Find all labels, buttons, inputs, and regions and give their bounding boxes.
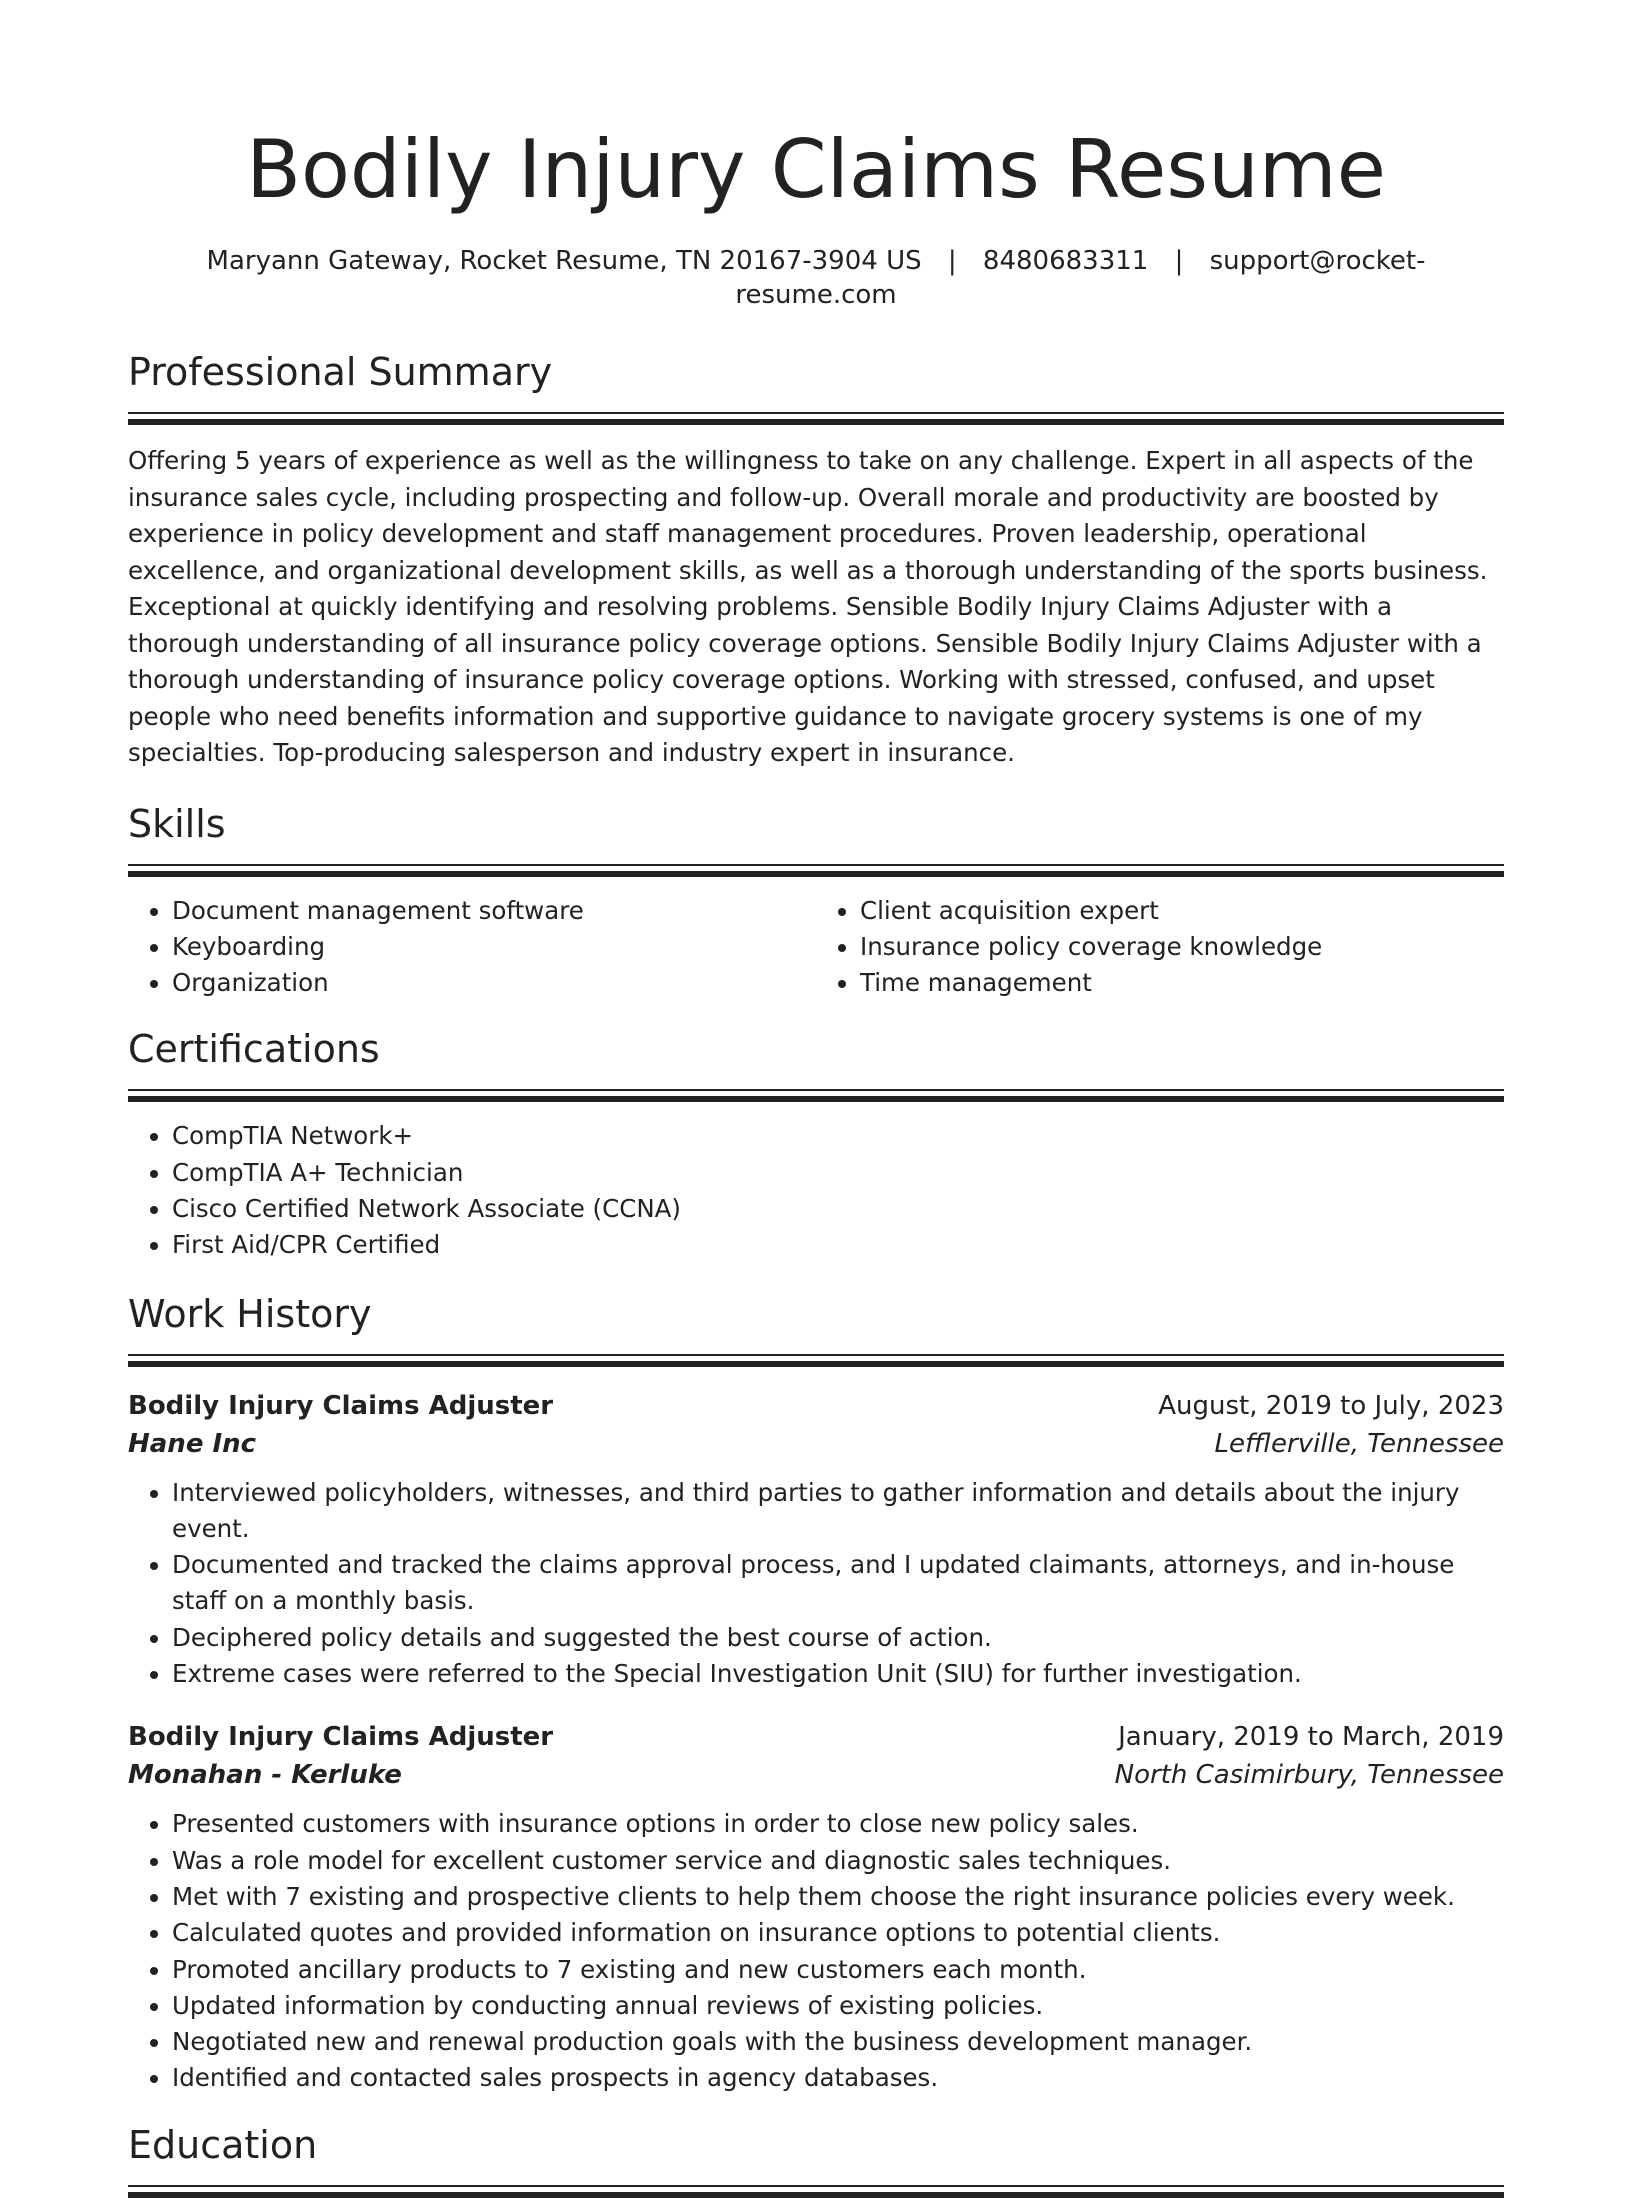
certifications-list bbox=[128, 1118, 1504, 1263]
contact-separator: | bbox=[947, 246, 957, 276]
job-header bbox=[128, 1718, 1504, 1756]
contact-line bbox=[128, 244, 1504, 312]
job-bullet: • Met with 7 existing and prospective clients to help them choose the right insurance policies every week. bbox=[172, 1879, 1504, 1915]
job-bullet: • Identified and contacted sales prospects in agency databases. bbox=[172, 2060, 1504, 2096]
job-subheader bbox=[128, 1425, 1504, 1463]
section-divider bbox=[128, 2185, 1504, 2198]
job-header bbox=[128, 1387, 1504, 1425]
section-divider bbox=[128, 864, 1504, 877]
job-bullet: • Calculated quotes and provided information on insurance options to potential clients. bbox=[172, 1915, 1504, 1951]
summary-text: Offering 5 years of experience as well as the willingness to take on any challenge. Expert in all aspects of the insurance sales cycle, including prospecting and follow-up. Overall morale and productivity are boosted by experience in policy development and staff management procedures. Proven leadership, operational excellence, and organizational development skills, as well as a thorough understanding of the sports business. Exceptional at quickly identifying and resolving problems. Sensible Bodily Injury Claims Adjuster with a thorough understanding of all insurance policy coverage options. Sensible Bodily Injury Claims Adjuster with a thorough understanding of insurance policy coverage options. Working with stressed, confused, and upset people who need benefits information and supportive guidance to navigate grocery systems is one of my specialties. Top-producing salesperson and industry expert in insurance. bbox=[128, 446, 1488, 767]
job-bullet: • Updated information by conducting annual reviews of existing policies. bbox=[172, 1988, 1504, 2024]
job-dates: January, 2019 to March, 2019 bbox=[1118, 1722, 1504, 1753]
summary-section bbox=[128, 348, 1504, 772]
job-location: North Casimirbury, Tennessee bbox=[1114, 1760, 1504, 1791]
skills-list-right bbox=[816, 893, 1504, 1002]
job-bullet: • Interviewed policyholders, witnesses, and third parties to gather information and details about the injury event. bbox=[172, 1475, 1504, 1548]
job-company: Hane Inc bbox=[128, 1428, 257, 1459]
skills-list-left bbox=[128, 893, 816, 1002]
job-entry bbox=[128, 1718, 1504, 2096]
job-bullets bbox=[128, 1806, 1504, 2096]
section-heading: Certifications bbox=[128, 1027, 380, 1072]
contact-phone: 8480683311 bbox=[982, 246, 1149, 276]
job-title: Bodily Injury Claims Adjuster bbox=[128, 1722, 554, 1753]
job-bullet: • Extreme cases were referred to the Special Investigation Unit (SIU) for further investigation. bbox=[172, 1656, 1504, 1692]
job-title: Bodily Injury Claims Adjuster bbox=[128, 1390, 554, 1421]
skill-item: • Document management software bbox=[172, 893, 816, 929]
job-dates: August, 2019 to July, 2023 bbox=[1158, 1390, 1504, 1421]
job-bullet: • Documented and tracked the claims approval process, and I updated claimants, attorneys, and in-house staff on a monthly basis. bbox=[172, 1547, 1504, 1620]
skill-item: • Organization bbox=[172, 965, 816, 1001]
skills-columns bbox=[128, 893, 1504, 1002]
skill-item: • Keyboarding bbox=[172, 929, 816, 965]
job-bullet: • Deciphered policy details and suggested the best course of action. bbox=[172, 1620, 1504, 1656]
section-heading: Professional Summary bbox=[128, 350, 553, 394]
skills-section bbox=[128, 800, 1504, 1002]
skill-item: • Client acquisition expert bbox=[860, 893, 1504, 929]
contact-address: Maryann Gateway, Rocket Resume, TN 20167-3904 US bbox=[206, 246, 922, 276]
contact-separator: | bbox=[1174, 246, 1184, 276]
job-bullet: • Was a role model for excellent customer service and diagnostic sales techniques. bbox=[172, 1843, 1504, 1879]
section-heading: Skills bbox=[128, 801, 226, 846]
certification-item: • CompTIA Network+ bbox=[172, 1118, 1504, 1154]
resume-title: Bodily Injury Claims Resume bbox=[246, 123, 1386, 216]
job-location: Lefflerville, Tennessee bbox=[1214, 1428, 1504, 1459]
work-history-section bbox=[128, 1290, 1504, 2097]
skill-item: • Insurance policy coverage knowledge bbox=[860, 929, 1504, 965]
section-divider bbox=[128, 1354, 1504, 1367]
job-subheader bbox=[128, 1756, 1504, 1794]
job-bullets bbox=[128, 1475, 1504, 1693]
certification-item: • CompTIA A+ Technician bbox=[172, 1155, 1504, 1191]
certification-item: • Cisco Certified Network Associate (CCNA) bbox=[172, 1191, 1504, 1227]
job-bullet: • Promoted ancillary products to 7 existing and new customers each month. bbox=[172, 1952, 1504, 1988]
section-divider bbox=[128, 412, 1504, 425]
job-company: Monahan - Kerluke bbox=[128, 1760, 402, 1791]
certification-item: • First Aid/CPR Certified bbox=[172, 1227, 1504, 1263]
skill-item: • Time management bbox=[860, 965, 1504, 1001]
education-section bbox=[128, 2121, 1504, 2198]
section-heading: Work History bbox=[128, 1291, 372, 1336]
job-bullet: • Negotiated new and renewal production goals with the business development manager. bbox=[172, 2024, 1504, 2060]
job-entry bbox=[128, 1387, 1504, 1693]
job-bullet: • Presented customers with insurance options in order to close new policy sales. bbox=[172, 1806, 1504, 1842]
certifications-section bbox=[128, 1025, 1504, 1263]
contact-email: support@rocket-resume.com bbox=[735, 246, 1426, 310]
section-heading: Education bbox=[128, 2122, 318, 2167]
section-divider bbox=[128, 1089, 1504, 1102]
